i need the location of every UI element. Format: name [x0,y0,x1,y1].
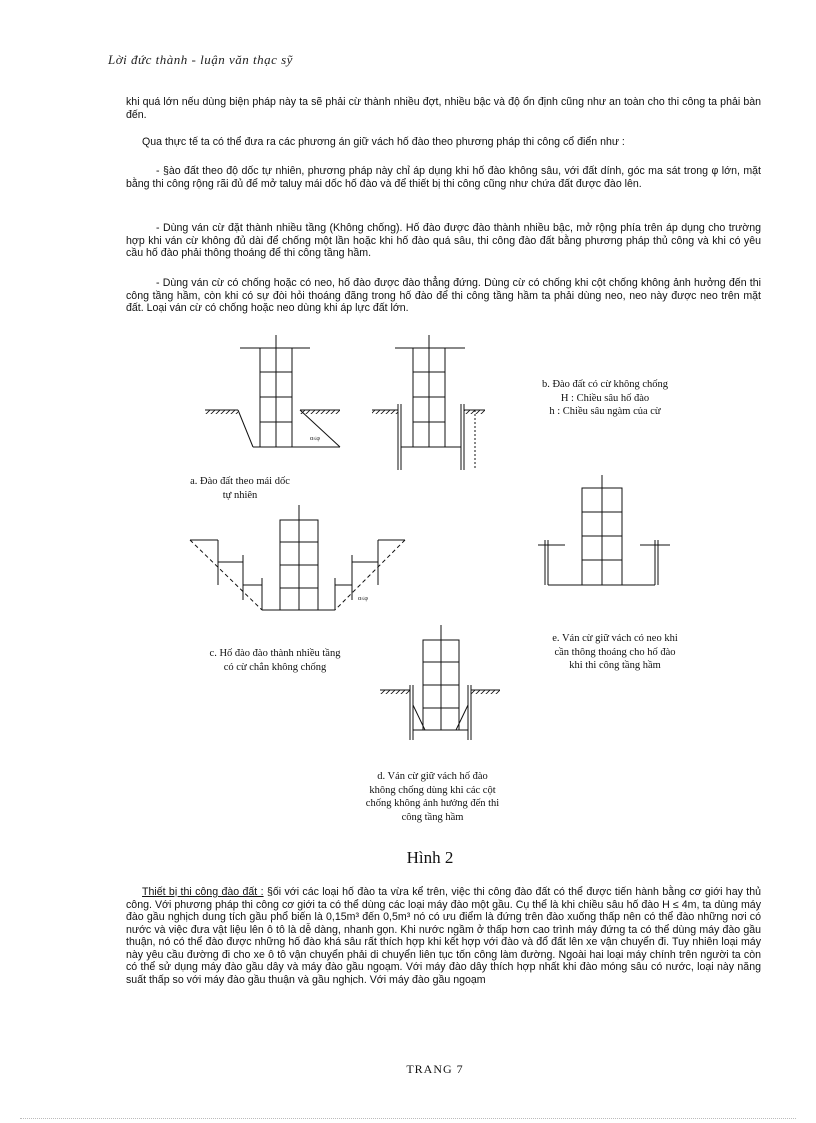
page-header: Lời đức thành - luận văn thạc sỹ [108,52,293,67]
caption-b-line2: H : Chiều sâu hố đào [560,392,650,404]
paragraph-equipment-label: Thiết bị thi công đào đất : [142,886,264,898]
paragraph-equipment [126,886,761,986]
paragraph-method-multitier: - Dùng ván cừ đặt thành nhiều tầng (Không chống). Hố đào được đào thành nhiều bậc, mở rộng phía trên áp dụng cho trường hợp khi ván cừ không đủ dài để chống một lần hoặc khi hố đào quá sâu, thi công đào đất bằng phương pháp thủ công và khi có yêu cầu hố đào phải thông thoáng để thi công tầng hầm. [126,222,761,259]
diagram-d-braced [380,625,500,740]
figure-title: Hình 2 [406,848,454,867]
caption-b [520,378,690,419]
caption-e-line3: khi thi công tầng hầm [569,660,661,671]
caption-c-line2: có cừ chắn không chống [223,661,327,673]
diagram-c-multi-tier [190,505,405,610]
caption-d-line1: d. Ván cừ giữ vách hố đào [377,771,488,782]
page-bottom-rule [20,1118,796,1119]
caption-e [530,632,700,673]
caption-b-line1: b. Đào đất có cừ không chống [541,379,669,390]
paragraph-intro: Qua thực tế ta có thể đưa ra các phương án giữ vách hố đào theo phương pháp thi công cổ điển như : [142,136,625,148]
caption-d-line3: chống không ảnh hưởng đến thi [365,798,500,809]
caption-a-line2: tự nhiên [222,489,258,501]
paragraph-equipment-body: §ối với các loại hố đào ta vừa kể trên, việc thi công đào đất có thể được tiến hành bằng cơ giới hay thủ công. Với phương pháp thi công cơ giới ta có thể dùng các loại máy đào một gầu. Cụ thể là khi chiều sâu hố đào H ≤ 4m, ta dùng máy đào gầu nghịch dung tích gầu phổ biến là 0,15m³ đến 0,5m³ nó có ưu điểm là đứng trên đào xuống thấp nên có thể đào những nơi có nước và việc đưa vật liệu lên ô tô là dễ dàng, nhanh gọn. Khi nước ngầm ở thấp hơn cao trình máy đứng ta có thể dùng máy đào gầu thuận, nó có thể đào được những hố đào khá sâu rất thích hợp khi kết hợp với đào và đổ đất lên xe vận chuyển đi. Tuy nhiên loại máy này yêu cầu đường đi cho xe ô tô vận chuyển phải di chuyển liên tục tốn công làm đường. Ngoài hai loại máy chính trên người ta còn có thể sử dụng máy đào gầu dây và máy đào gầu ngoạm. Với máy đào dây thích hợp nhất khi đào móng sâu có nước, loại này năng suất thấp so với máy đào gầu thuận và gầu nghịch. Với máy đào gầu ngoạm [126,886,761,986]
caption-a-line1: a. Đào đất theo mái dốc [190,476,290,487]
caption-d-line4: công tầng hầm [401,811,464,823]
angle-label-c: α≤φ [358,596,368,602]
diagram-b-sheet-pile [372,335,485,470]
caption-c-line1: c. Hố đào đào thành nhiều tầng [209,648,341,659]
caption-b-line3: h : Chiều sâu ngàm của cừ [549,406,661,417]
page-footer: TRANG 7 [406,1062,464,1076]
caption-e-line1: e. Ván cừ giữ vách có neo khi [552,633,678,644]
paragraph-continuation: khi quá lớn nếu dùng biện pháp này ta sẽ phải cừ thành nhiều đợt, nhiều bậc và độ ổn định cũng như an toàn cho thi công ta phải bàn đến. [126,96,761,121]
diagram-a-natural-slope [205,335,340,447]
paragraph-method-slope: - §ào đất theo độ dốc tự nhiên, phương pháp này chỉ áp dụng khi hố đào không sâu, với đất dính, góc ma sát trong φ lớn, mặt bằng thi công rộng rãi đủ để mở taluy mái dốc hố đào và để thiết bị thi công cũng như chứa đất được đào lên. [126,165,761,190]
paragraph-method-braced: - Dùng ván cừ có chống hoặc có neo, hố đào được đào thẳng đứng. Dùng cừ có chống khi cột chống không ảnh hưởng đến thi công tầng hầm, còn khi có sự đòi hỏi thoáng đãng trong hố đào để thi công tầng hầm ta phải dùng neo, neo này được neo trên mặt đất. Loại ván cừ có chống hoặc neo dùng khi áp lực đất lớn. [126,277,761,314]
caption-c [180,647,370,674]
diagram-e-anchored [538,475,670,585]
caption-d-line2: không chống dùng khi các cột [369,784,496,796]
angle-label-a: α≤φ [310,436,320,442]
caption-e-line2: cần thông thoáng cho hố đào [554,646,676,658]
caption-d [345,770,520,824]
caption-a [180,475,300,502]
